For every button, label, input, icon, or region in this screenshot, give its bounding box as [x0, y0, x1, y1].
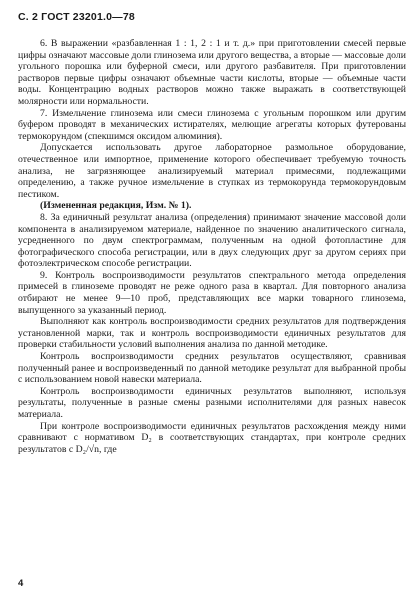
page-header: С. 2 ГОСТ 23201.0—78 [18, 11, 135, 23]
paragraph-9-average-control: Контроль воспроизводимости средних результатов осуществляют, сравнивая полученный ранее и воспроизведенный по данной методике результат для выбранной пробы с использованием новой навески материала. [18, 351, 406, 386]
paragraph-8: 8. За единичный результат анализа (определения) принимают значение массовой доли компонента в анализируемом материале, найденное по значению аналитического сигнала, усредненного по двум спектрограммам, полученным на одной фотопластине для фотографического способа регистрации, или в двух следующих друг за другом сериях при фотоэлектрическом способе регистрации. [18, 211, 406, 270]
amendment-note: (Измененная редакция, Изм. № 1). [40, 200, 192, 212]
paragraph-7-continued: Допускается использовать другое лабораторное размольное оборудование, отечественное или импортное, применение которого обеспечивает требуемую точность анализа, не загрязняющее анализируемый материал примесями, подлежащими определению, а также ручное измельчение в ступках из термокорунда термокорундовым пестиком. [18, 142, 406, 200]
paragraph-9-single-control: Контроль воспроизводимости единичных результатов выполняют, используя результаты, полученные в разные смены разными исполнителями для разных навесок материала. [18, 385, 406, 420]
paragraph-9-scope: Выполняют как контроль воспроизводимости средних результатов для подтверждения установленной марки, так и контроль воспроизводимости единичных результатов для проверки стабильности условий выполнения анализа по данной методике. [18, 316, 406, 351]
paragraph-6: 6. В выражении «разбавленная 1 : 1, 2 : 1 и т. д.» при приготовлении смесей первые цифры означают массовые доли глинозема или другого вещества, а вторые — массовые доли угольного порошка или буферной смеси, или другого разбавителя. При приготовлении растворов первые цифры означают объемные части кислоты, вторые — объемные части воды. Концентрацию водных растворов можно также выражать в соответствующей молярности или нормальности. [18, 38, 406, 107]
paragraph-9-comparison: При контроле воспроизводимости единичных результатов расхождения между ними сравнивают с нормативом D₂ в соответствующих стандартах, при контроле средних результатов с D₂/√n, где [18, 420, 406, 455]
document-body [18, 38, 406, 455]
paragraph-7: 7. Измельчение глинозема или смеси глинозема с угольным порошком или другим буфером проводят в механических истирателях, мелющие агрегаты которых футерованы термокорундом (спекшимся оксидом алюминия). [18, 107, 406, 142]
page-number: 4 [18, 578, 24, 589]
paragraph-9: 9. Контроль воспроизводимости результатов спектрального метода определения примесей в глиноземе проводят не реже одного раза в квартал. Для повторного анализа отбирают не менее 9—10 проб, представляющих все марки товарного глинозема, выпущенного за указанный период. [18, 269, 406, 316]
